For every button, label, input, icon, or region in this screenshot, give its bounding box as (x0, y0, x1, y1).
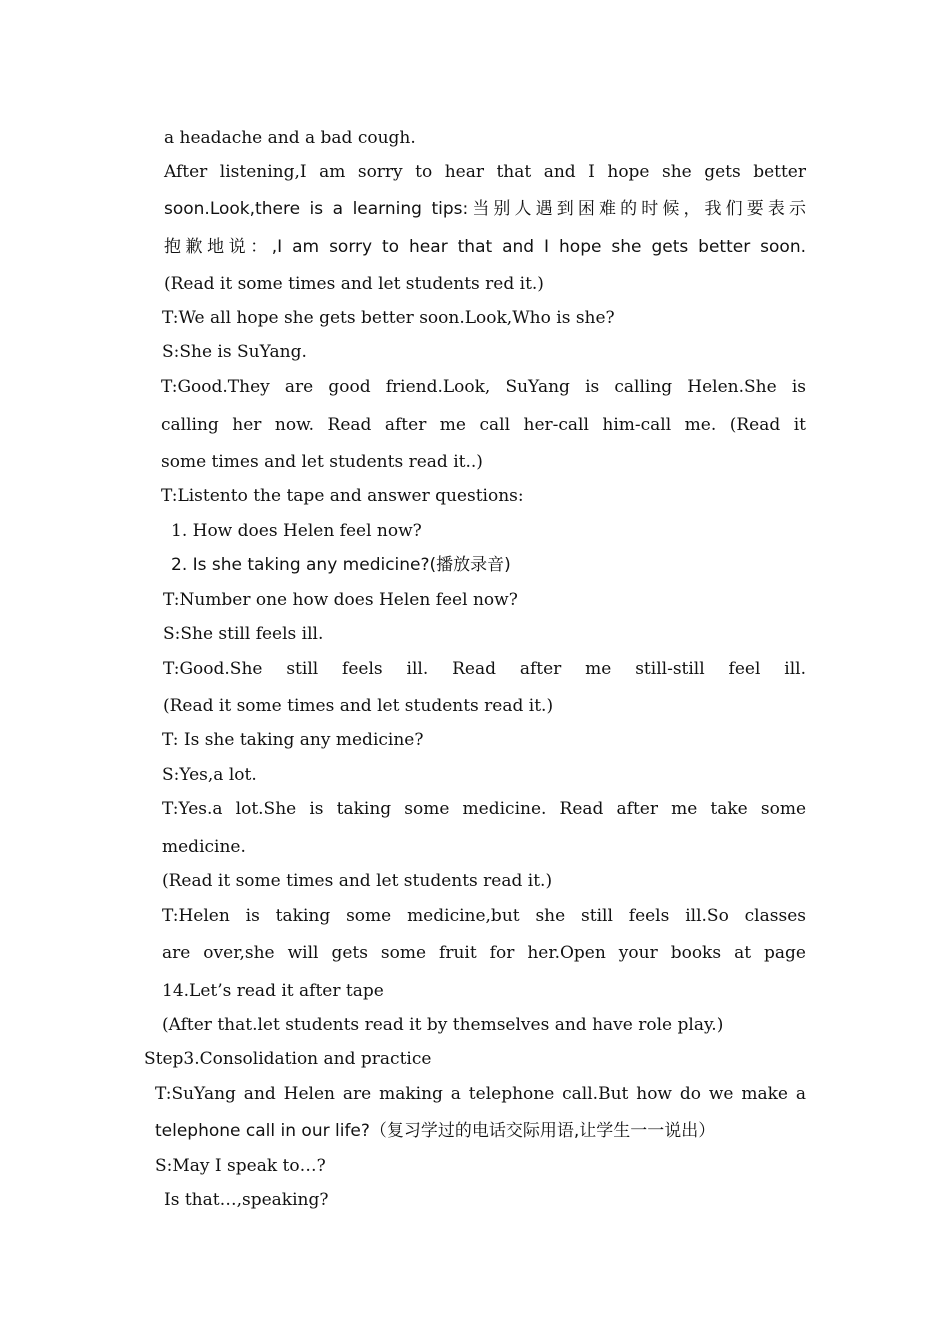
text-line: T:We all hope she gets better soon.Look,Who is she? (162, 308, 615, 328)
list-item: 1. How does Helen feel now? (171, 521, 422, 541)
text-line: T:Good.She still feels ill. Read after me still-still feel ill. (163, 659, 806, 679)
text-line: Is that…,speaking? (164, 1190, 329, 1210)
text-line: T:Yes.a lot.She is taking some medicine. Read after me take some (162, 799, 806, 819)
text-line: S:She still feels ill. (163, 624, 324, 644)
text-line: T:Number one how does Helen feel now? (163, 590, 518, 610)
text-line: T:Helen is taking some medicine,but she still feels ill.So classes (162, 906, 806, 926)
text-line: After listening,I am sorry to hear that and I hope she gets better (164, 162, 806, 182)
text-line: medicine. (162, 837, 246, 857)
text-line: T:SuYang and Helen are making a telephone call.But how do we make a (155, 1084, 806, 1104)
text-line: S:Yes,a lot. (162, 765, 257, 785)
text-line: T: Is she taking any medicine? (162, 730, 424, 750)
text-line: S:May I speak to…? (155, 1156, 326, 1176)
text-line: T:Listento the tape and answer questions: (161, 486, 524, 506)
text-line: calling her now. Read after me call her-call him-call me. (Read it (161, 415, 806, 435)
text-line: S:She is SuYang. (162, 342, 307, 362)
text-line: telephone call in our life?（复习学过的电话交际用语,让学生一一说出） (155, 1121, 716, 1141)
text-line: 抱歉地说：,I am sorry to hear that and I hope she gets better soon. (164, 237, 806, 257)
list-item: 2. Is she taking any medicine?(播放录音) (171, 555, 511, 575)
text-line: T:Good.They are good friend.Look, SuYang is calling Helen.She is (161, 377, 806, 397)
section-heading: Step3.Consolidation and practice (144, 1049, 432, 1069)
text-line: 14.Let’s read it after tape (162, 981, 384, 1001)
text-line: a headache and a bad cough. (164, 128, 416, 148)
text-line: some times and let students read it..) (161, 452, 483, 472)
text-line: (Read it some times and let students read it.) (163, 696, 554, 716)
text-line: (Read it some times and let students red it.) (164, 274, 544, 294)
text-line: are over,she will gets some fruit for her.Open your books at page (162, 943, 806, 963)
text-line: (After that.let students read it by themselves and have role play.) (162, 1015, 724, 1035)
text-line: soon.Look,there is a learning tips:当别人遇到困难的时候，我们要表示 (164, 199, 806, 219)
text-line: (Read it some times and let students read it.) (162, 871, 553, 891)
